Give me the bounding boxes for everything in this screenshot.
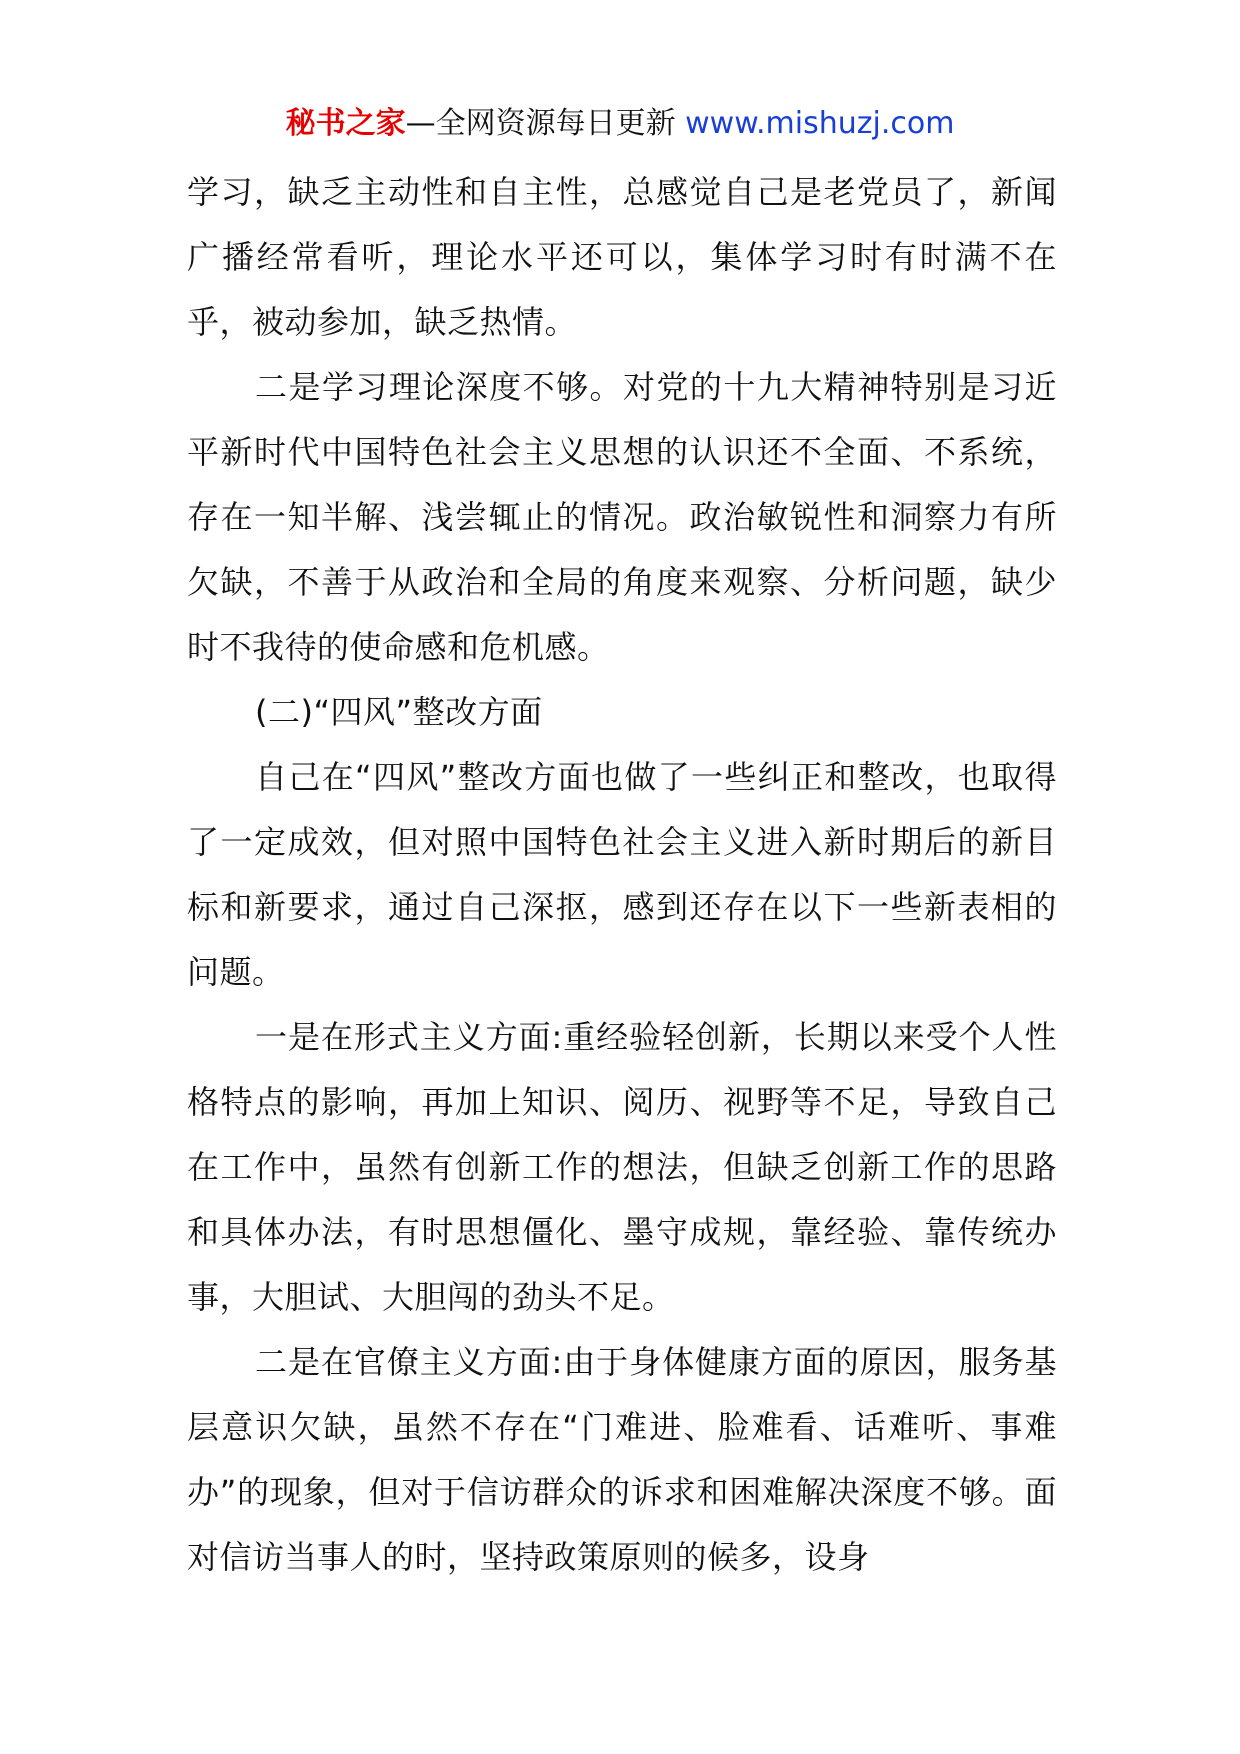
- paragraph-four-winds-intro: 自己在“四风”整改方面也做了一些纠正和整改，也取得了一定成效，但对照中国特色社会主义进入新时期后的新目标和新要求，通过自己深抠，感到还存在以下一些新表相的问题。: [187, 758, 1057, 991]
- site-header: [0, 104, 1240, 144]
- site-tagline: —全网资源每日更新: [405, 106, 686, 141]
- paragraph-bureaucratism: 二是在官僚主义方面:由于身体健康方面的原因，服务基层意识欠缺，虽然不存在“门难进、脸难看、话难听、事难办”的现象，但对于信访群众的诉求和困难解决深度不够。面对信访当事人的时，坚持政策原则的候多，设身: [187, 1343, 1057, 1576]
- section-heading-four-winds: (二)“四风”整改方面: [255, 693, 543, 731]
- site-url[interactable]: www.mishuzj.com: [685, 106, 955, 141]
- paragraph-theory-depth: 二是学习理论深度不够。对党的十九大精神特别是习近平新时代中国特色社会主义思想的认识还不全面、不系统，存在一知半解、浅尝辄止的情况。政治敏锐性和洞察力有所欠缺，不善于从政治和全局的角度来观察、分析问题，缺少时不我待的使命感和危机感。: [187, 368, 1057, 666]
- paragraph-formalism: 一是在形式主义方面:重经验轻创新，长期以来受个人性格特点的影响，再加上知识、阅历、视野等不足，导致自己在工作中，虽然有创新工作的想法，但缺乏创新工作的思路和具体办法，有时思想僵化、墨守成规，靠经验、靠传统办事，大胆试、大胆闯的劲头不足。: [187, 1018, 1057, 1316]
- document-body: [187, 160, 1057, 1590]
- paragraph-continuation: 学习，缺乏主动性和自主性，总感觉自己是老党员了，新闻广播经常看听，理论水平还可以，集体学习时有时满不在乎，被动参加，缺乏热情。: [187, 173, 1057, 341]
- site-brand: 秘书之家: [285, 106, 406, 141]
